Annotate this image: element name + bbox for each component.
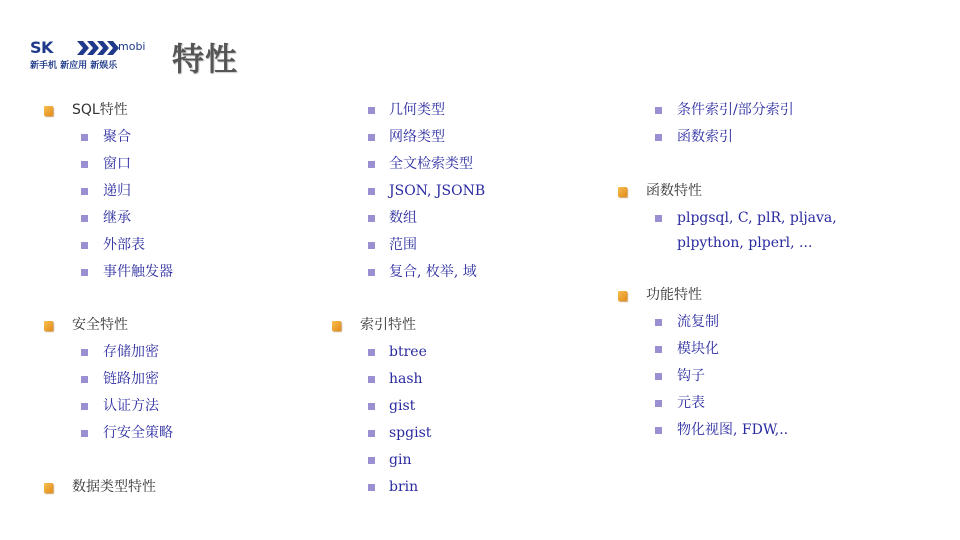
list-item-label: spgist [389, 425, 432, 441]
list-item-label: btree [389, 344, 427, 360]
list-item-label: hash [389, 371, 423, 387]
list-item [332, 339, 602, 366]
list-item [618, 309, 918, 336]
page-title: 特性 [172, 40, 239, 78]
purple-bullet-icon [655, 346, 662, 353]
list-item [332, 259, 602, 286]
list-item-label: gin [389, 452, 412, 468]
purple-bullet-icon [81, 349, 88, 356]
list-item-label: gist [389, 398, 416, 414]
section-sql [44, 97, 304, 286]
purple-bullet-icon [81, 215, 88, 222]
purple-bullet-icon [368, 403, 375, 410]
section-feature [618, 282, 918, 444]
purple-bullet-icon [655, 215, 662, 222]
section-index-more [618, 97, 918, 151]
list-item-label: plpgsql, C, plR, pljava, plpython, plperl, ... [677, 210, 837, 251]
list-item [44, 232, 304, 259]
section-heading [332, 312, 602, 339]
section-heading [44, 97, 304, 124]
list-item-label: 数组 [389, 210, 417, 226]
list-item [332, 178, 602, 205]
section-function [618, 178, 918, 260]
purple-bullet-icon [368, 484, 375, 491]
list-item [332, 447, 602, 474]
purple-bullet-icon [368, 457, 375, 464]
list-item-label: 聚合 [103, 129, 131, 145]
logo-brand-text: SK [30, 38, 53, 57]
section-heading [44, 474, 304, 501]
list-item [618, 417, 918, 444]
list-item [44, 339, 304, 366]
purple-bullet-icon [368, 107, 375, 114]
purple-bullet-icon [368, 269, 375, 276]
section-datatype [44, 474, 304, 501]
purple-bullet-icon [81, 403, 88, 410]
logo-tagline: 新手机 新应用 新娱乐 [30, 61, 118, 71]
list-item-label: 范围 [389, 237, 417, 253]
orange-bullet-icon [332, 321, 341, 331]
purple-bullet-icon [81, 376, 88, 383]
orange-bullet-icon [44, 483, 53, 493]
section-types [332, 97, 602, 286]
list-item-label: 存储加密 [103, 344, 159, 360]
purple-bullet-icon [368, 215, 375, 222]
purple-bullet-icon [81, 430, 88, 437]
list-item [44, 366, 304, 393]
list-item [618, 205, 867, 260]
section-heading [618, 282, 918, 309]
list-item-label: 认证方法 [103, 398, 159, 414]
purple-bullet-icon [655, 427, 662, 434]
list-item-label: JSON, JSONB [389, 183, 486, 199]
list-item-label: 物化视图, FDW,.. [677, 422, 789, 438]
purple-bullet-icon [81, 188, 88, 195]
list-item [44, 420, 304, 447]
purple-bullet-icon [655, 107, 662, 114]
list-item [44, 124, 304, 151]
company-logo [30, 38, 155, 74]
list-item [44, 259, 304, 286]
purple-bullet-icon [368, 134, 375, 141]
list-item-label: 函数索引 [677, 129, 733, 145]
logo-mobi-text: mobi [118, 40, 146, 53]
purple-bullet-icon [368, 430, 375, 437]
orange-bullet-icon [44, 321, 53, 331]
list-item-label: 事件触发器 [103, 264, 173, 280]
purple-bullet-icon [655, 134, 662, 141]
list-item-label: 递归 [103, 183, 131, 199]
list-item-label: 网络类型 [389, 129, 445, 145]
section-title-index: 索引特性 [360, 317, 416, 333]
list-item [618, 97, 918, 124]
list-item [332, 366, 602, 393]
section-title-function: 函数特性 [646, 183, 702, 199]
section-title-feature: 功能特性 [646, 287, 702, 303]
list-item [332, 420, 602, 447]
list-item-label: brin [389, 479, 419, 495]
purple-bullet-icon [368, 242, 375, 249]
section-heading [618, 178, 918, 205]
list-item [332, 97, 602, 124]
list-item-label: 链路加密 [103, 371, 159, 387]
purple-bullet-icon [655, 319, 662, 326]
section-index [332, 312, 602, 501]
list-item [44, 151, 304, 178]
section-heading [44, 312, 304, 339]
purple-bullet-icon [368, 376, 375, 383]
list-item [44, 393, 304, 420]
purple-bullet-icon [655, 400, 662, 407]
section-security [44, 312, 304, 447]
list-item-label: 继承 [103, 210, 131, 226]
purple-bullet-icon [81, 134, 88, 141]
list-item [332, 393, 602, 420]
list-item-label: 窗口 [103, 156, 131, 172]
section-title-sql: SQL特性 [72, 102, 128, 118]
list-item [332, 474, 602, 501]
list-item [44, 205, 304, 232]
list-item-label: 几何类型 [389, 102, 445, 118]
list-item [618, 390, 918, 417]
list-item-label: 钩子 [677, 368, 705, 384]
section-title-datatype: 数据类型特性 [72, 479, 156, 495]
list-item [332, 124, 602, 151]
list-item [44, 178, 304, 205]
list-item [332, 205, 602, 232]
section-title-security: 安全特性 [72, 317, 128, 333]
purple-bullet-icon [368, 188, 375, 195]
list-item-label: 流复制 [677, 314, 719, 330]
list-item-label: 复合, 枚举, 域 [389, 264, 477, 280]
list-item-label: 外部表 [103, 237, 145, 253]
list-item-label: 全文检索类型 [389, 156, 473, 172]
list-item-label: 元表 [677, 395, 705, 411]
orange-bullet-icon [618, 187, 627, 197]
orange-bullet-icon [44, 106, 53, 116]
purple-bullet-icon [368, 349, 375, 356]
list-item [618, 124, 918, 151]
list-item-label: 条件索引/部分索引 [677, 102, 794, 118]
orange-bullet-icon [618, 291, 627, 301]
purple-bullet-icon [81, 161, 88, 168]
list-item [332, 232, 602, 259]
purple-bullet-icon [81, 269, 88, 276]
list-item-label: 模块化 [677, 341, 719, 357]
list-item [618, 363, 918, 390]
list-item-label: 行安全策略 [103, 425, 173, 441]
purple-bullet-icon [81, 242, 88, 249]
purple-bullet-icon [655, 373, 662, 380]
list-item [618, 336, 918, 363]
purple-bullet-icon [368, 161, 375, 168]
list-item [332, 151, 602, 178]
